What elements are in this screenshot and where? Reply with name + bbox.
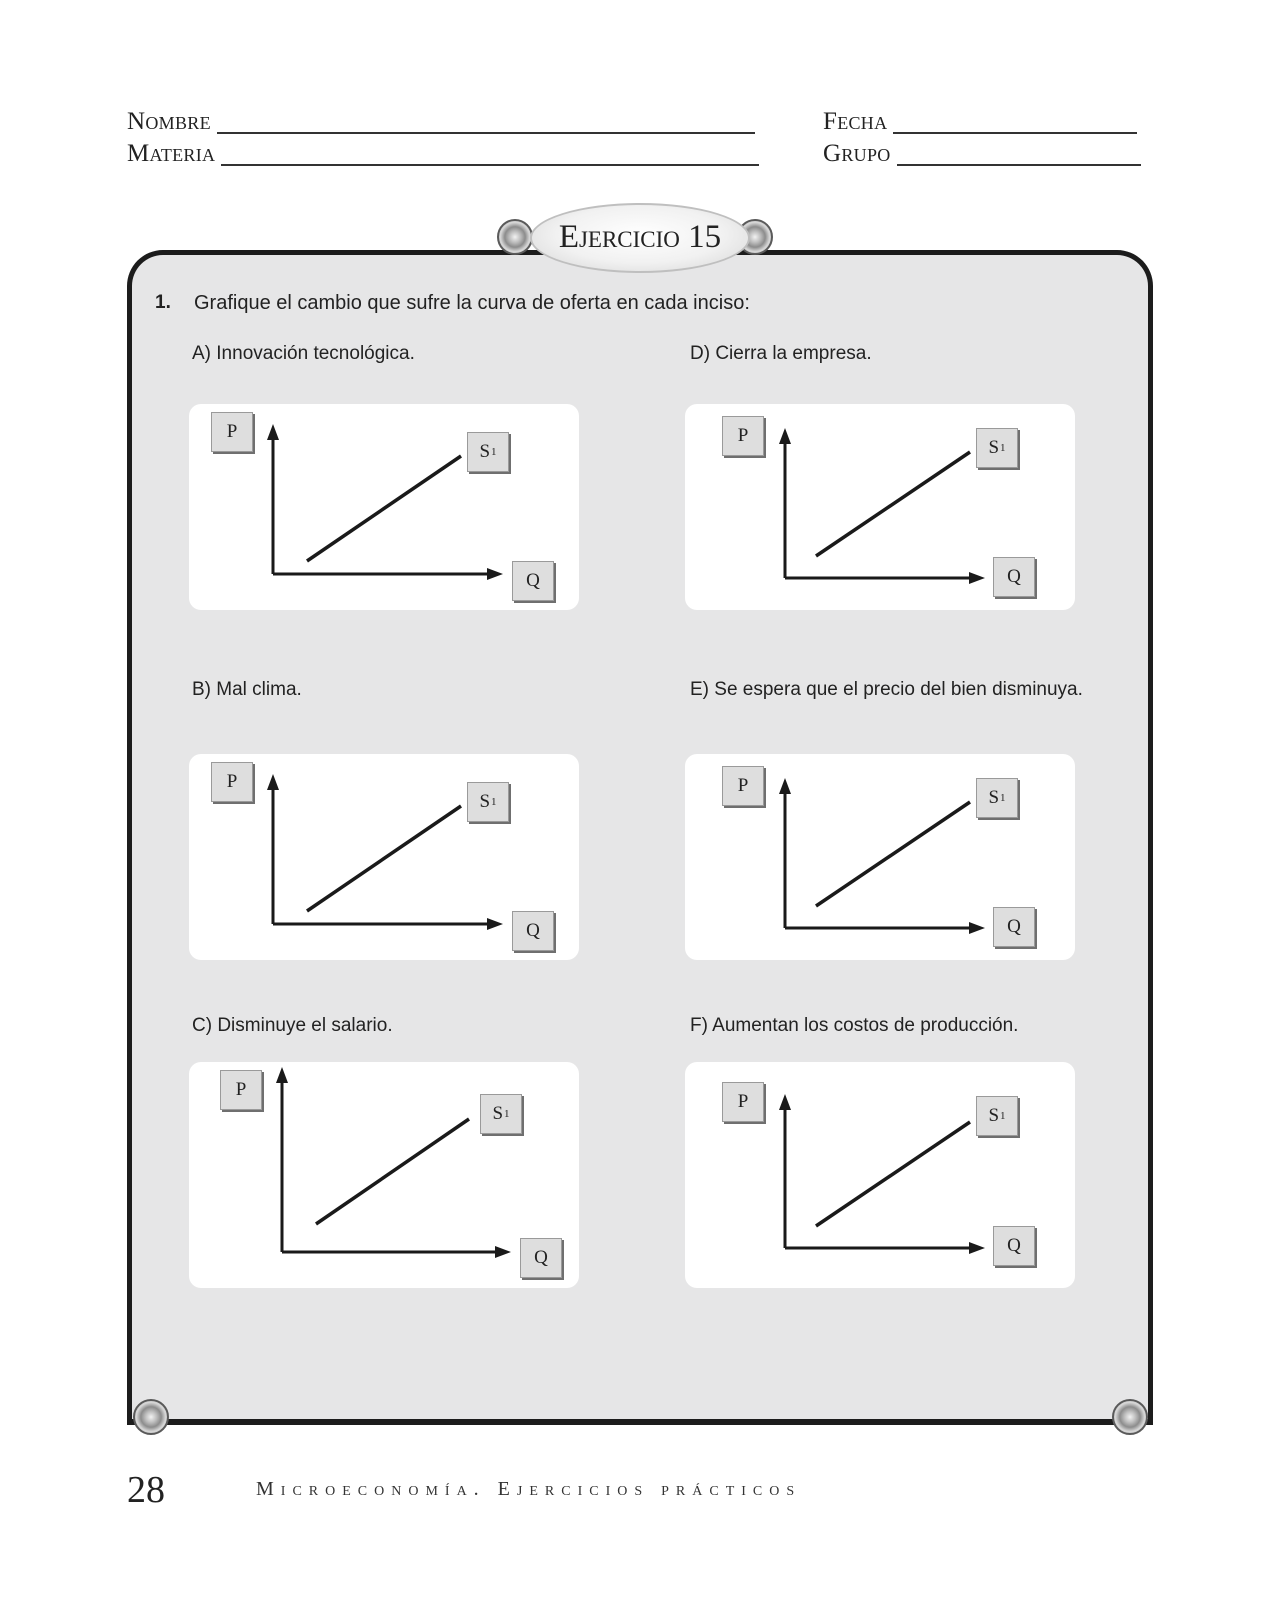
price-axis-label: P [220,1070,262,1110]
quantity-axis-arrow-icon [487,918,503,930]
grupo-input-line[interactable] [897,144,1141,166]
materia-label: Materia [127,140,216,167]
supply-curve-s1 [816,452,970,556]
price-axis-arrow-icon [779,1094,791,1110]
supply-curve-label: S 1 [976,778,1018,818]
exercise-title: Ejercicio 15 [558,219,722,255]
supply-curve-s1 [316,1119,469,1224]
price-axis-label: P [211,412,253,452]
item-d-label: D) Cierra la empresa. [690,343,872,364]
fecha-input-line[interactable] [893,112,1137,134]
panel-bottom-border [127,1419,1153,1425]
item-c-label: C) Disminuye el salario. [192,1015,393,1036]
price-axis-arrow-icon [276,1067,288,1083]
item-a-label: A) Innovación tecnológica. [192,343,415,364]
price-axis-label: P [722,1082,764,1122]
price-axis-label: P [211,762,253,802]
supply-curve-label: S 1 [976,428,1018,468]
supply-curve-s1 [816,802,970,906]
quantity-axis-label: Q [993,907,1035,947]
graph-d[interactable] [685,404,1075,610]
item-e-label: E) Se espera que el precio del bien disminuya. [690,679,1083,700]
quantity-axis-label: Q [520,1238,562,1278]
quantity-axis-arrow-icon [969,572,985,584]
price-axis-label: P [722,766,764,806]
price-axis-arrow-icon [779,778,791,794]
question-text: Grafique el cambio que sufre la curva de oferta en cada inciso: [194,292,750,314]
quantity-axis-label: Q [993,557,1035,597]
supply-curve-label: S 1 [467,782,509,822]
price-axis-arrow-icon [267,424,279,440]
graph-e[interactable] [685,754,1075,960]
quantity-axis-label: Q [993,1226,1035,1266]
title-left-ornament-icon [497,219,533,255]
fecha-field [823,104,1137,134]
supply-curve-label: S 1 [467,432,509,472]
page-number: 28 [127,1469,165,1511]
price-axis-arrow-icon [267,774,279,790]
graph-f[interactable] [685,1062,1075,1288]
item-b-label: B) Mal clima. [192,679,302,700]
price-axis-arrow-icon [779,428,791,444]
supply-curve-label: S 1 [480,1094,522,1134]
nombre-field [127,104,755,134]
quantity-axis-arrow-icon [969,1242,985,1254]
graph-a[interactable] [189,404,579,610]
nombre-input-line[interactable] [217,112,755,134]
grupo-label: Grupo [823,140,891,167]
price-axis-label: P [722,416,764,456]
question-number: 1. [155,292,171,313]
bottom-left-ornament-icon [133,1399,169,1435]
supply-curve-label: S 1 [976,1096,1018,1136]
quantity-axis-arrow-icon [495,1246,511,1258]
bottom-right-ornament-icon [1112,1399,1148,1435]
quantity-axis-label: Q [512,561,554,601]
supply-curve-s1 [307,456,461,561]
materia-input-line[interactable] [221,144,759,166]
book-title: Microeconomía. Ejercicios prácticos [256,1478,802,1500]
graph-b[interactable] [189,754,579,960]
item-f-label: F) Aumentan los costos de producción. [690,1015,1019,1036]
nombre-label: Nombre [127,108,211,135]
quantity-axis-arrow-icon [487,568,503,580]
quantity-axis-label: Q [512,911,554,951]
supply-curve-s1 [816,1122,970,1226]
supply-curve-s1 [307,806,461,911]
materia-field [127,136,759,166]
graph-c[interactable] [189,1062,579,1288]
panel-bottom-mask [125,1425,1155,1445]
quantity-axis-arrow-icon [969,922,985,934]
fecha-label: Fecha [823,108,888,135]
grupo-field [823,136,1141,166]
